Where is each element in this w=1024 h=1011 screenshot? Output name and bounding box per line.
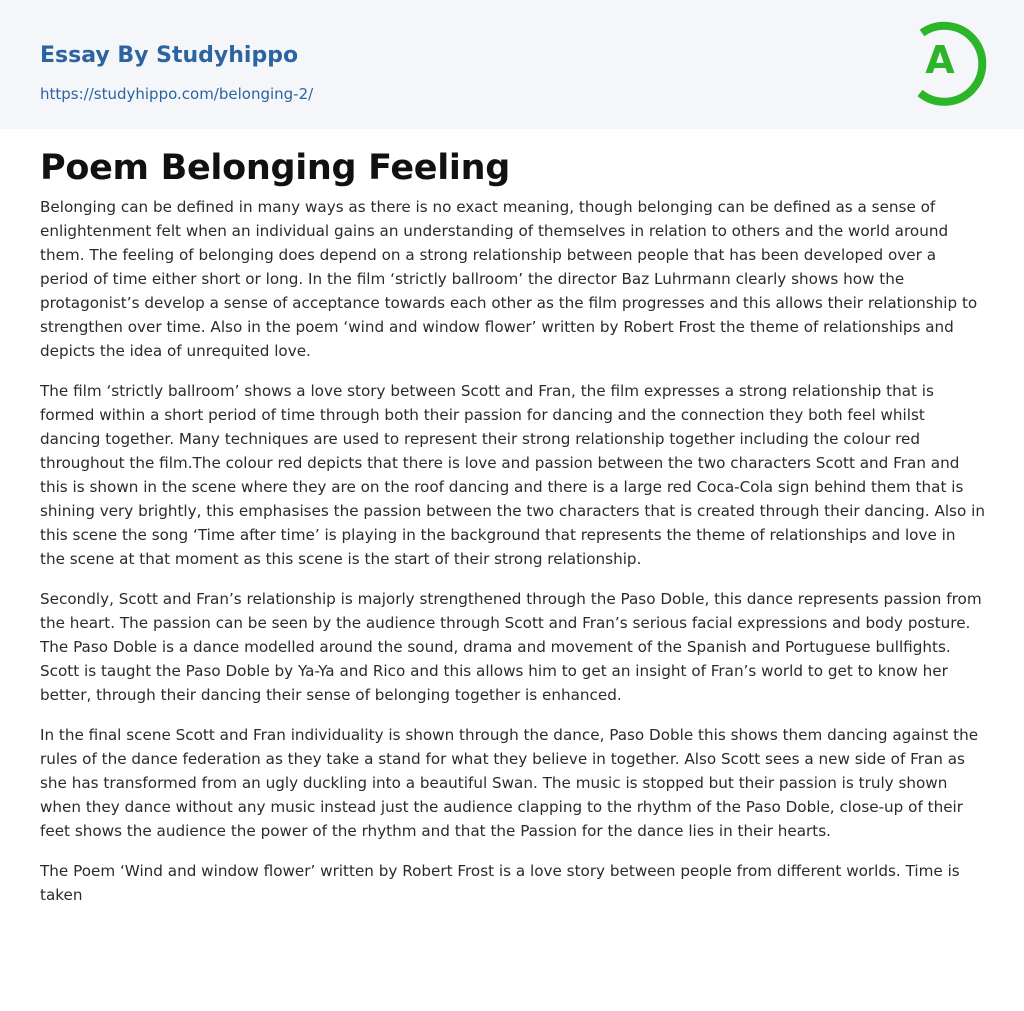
site-brand[interactable]: Essay By Studyhippo (40, 43, 299, 68)
article-paragraph-5: The Poem ‘Wind and window flower’ written by Robert Frost is a love story between people from different worlds. Time is taken (40, 862, 960, 904)
article-title: Poem Belonging Feeling (40, 148, 511, 188)
site-header (0, 0, 1024, 129)
article-paragraph-3: Secondly, Scott and Fran’s relationship is majorly strengthened through the Paso Doble, this dance represents passion from the heart. The passion can be seen by the audience through Scott and Fran’s serious facial expressions and body posture. The Paso Doble is a dance modelled around the sound, drama and movement of the Spanish and Portuguese bullfights. Scott is taught the Paso Doble by Ya-Ya and Rico and this allows him to get an insight of Fran’s world to get to know her better, through their dancing their sense of belonging together is enhanced. (40, 590, 982, 704)
article-paragraph-1: Belonging can be defined in many ways as there is no exact meaning, though belonging can be defined as a sense of enlightenment felt when an individual gains an understanding of themselves in relation to others and the world around them. The feeling of belonging does depend on a strong relationship between people that has been developed over a period of time either short or long. In the film ‘strictly ballroom’ the director Baz Luhrmann clearly shows how the protagonist’s develop a sense of acceptance towards each other as the film progresses and this allows their relationship to strengthen over time. Also in the poem ‘wind and window flower’ written by Robert Frost the theme of relationships and depicts the idea of unrequited love. (40, 198, 978, 360)
essay-url-link[interactable]: https://studyhippo.com/belonging-2/ (40, 85, 314, 103)
article-paragraph-4: In the final scene Scott and Fran individuality is shown through the dance, Paso Doble this shows them dancing against the rules of the dance federation as they take a stand for what they believe in together. Also Scott sees a new side of Fran as she has transformed from an ugly duckling into a beautiful Swan. The music is stopped but their passion is truly shown when they dance without any music instead just the audience clapping to the rhythm of the Paso Doble, close-up of their feet shows the audience the power of the rhythm and that the Passion for the dance lies in their hearts. (40, 726, 979, 840)
logo-letter: A (925, 38, 955, 82)
studyhippo-logo-icon[interactable] (910, 17, 990, 107)
article (40, 145, 985, 923)
article-paragraph-2: The film ‘strictly ballroom’ shows a love story between Scott and Fran, the film expresses a strong relationship that is formed within a short period of time through both their passion for dancing and the connection they both feel whilst dancing together. Many techniques are used to represent their strong relationship together including the colour red throughout the film.The colour red depicts that there is love and passion between the two characters Scott and Fran and this is shown in the scene where they are on the roof dancing and there is a large red Coca-Cola sign behind them that is shining very brightly, this emphasises the passion between the two characters that is created through their dancing. Also in this scene the song ‘Time after time’ is playing in the background that represents the theme of relationships and love in the scene at that moment as this scene is the start of their strong relationship. (40, 382, 985, 568)
